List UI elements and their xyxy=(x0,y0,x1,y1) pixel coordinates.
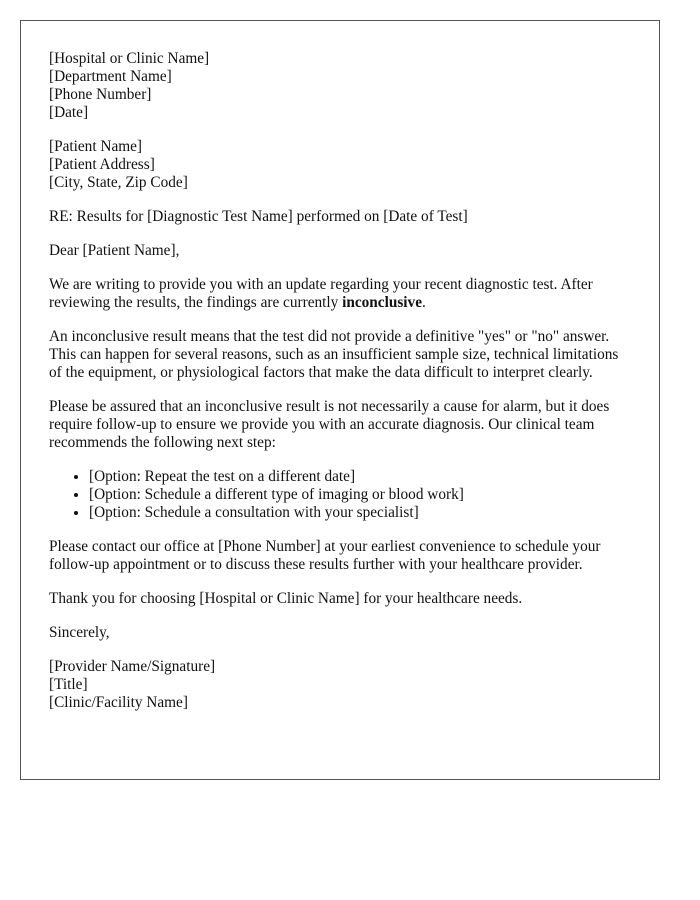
salutation: Dear [Patient Name], xyxy=(49,242,180,259)
recipient-address xyxy=(49,138,631,192)
paragraph-explanation: An inconclusive result means that the test did not provide a definitive "yes" or "no" answer. This can happen for several reasons, such as an insufficient sample size, technical limitations of the equipment, or physiological factors that make the data difficult to interpret clearly. xyxy=(49,328,619,381)
letter-date: [Date] xyxy=(49,104,89,121)
inconclusive-emphasis: inconclusive xyxy=(342,294,422,311)
facility-name: [Clinic/Facility Name] xyxy=(49,694,188,711)
sender-header xyxy=(49,50,631,122)
patient-city: [City, State, Zip Code] xyxy=(49,174,188,191)
letter-page xyxy=(20,20,660,780)
closing: Sincerely, xyxy=(49,624,110,641)
paragraph-thanks: Thank you for choosing [Hospital or Clinic Name] for your healthcare needs. xyxy=(49,590,523,607)
subject-line: RE: Results for [Diagnostic Test Name] performed on [Date of Test] xyxy=(49,208,468,225)
patient-name: [Patient Name] xyxy=(49,138,143,155)
patient-address: [Patient Address] xyxy=(49,156,155,173)
intro-text: We are writing to provide you with an update regarding your recent diagnostic test. After reviewing the results, the findings are currently xyxy=(49,276,593,311)
phone-number: [Phone Number] xyxy=(49,86,152,103)
department-name: [Department Name] xyxy=(49,68,172,85)
provider-title: [Title] xyxy=(49,676,88,693)
hospital-name: [Hospital or Clinic Name] xyxy=(49,50,210,67)
paragraph-reassurance: Please be assured that an inconclusive result is not necessarily a cause for alarm, but it does require follow-up to ensure we provide you with an accurate diagnosis. Our clinical team recommends the following next step: xyxy=(49,398,610,451)
next-step-options xyxy=(49,468,631,522)
signature-block xyxy=(49,658,631,712)
list-item: • [Option: Schedule a different type of imaging or blood work] xyxy=(89,486,631,504)
paragraph-intro xyxy=(49,276,631,312)
provider-name: [Provider Name/Signature] xyxy=(49,658,216,675)
paragraph-contact: Please contact our office at [Phone Number] at your earliest convenience to schedule your follow-up appointment or to discuss these results further with your healthcare provider. xyxy=(49,538,601,573)
intro-period: . xyxy=(422,294,426,311)
list-item: • [Option: Schedule a consultation with your specialist] xyxy=(89,504,631,522)
list-item: • [Option: Repeat the test on a different date] xyxy=(89,468,631,486)
